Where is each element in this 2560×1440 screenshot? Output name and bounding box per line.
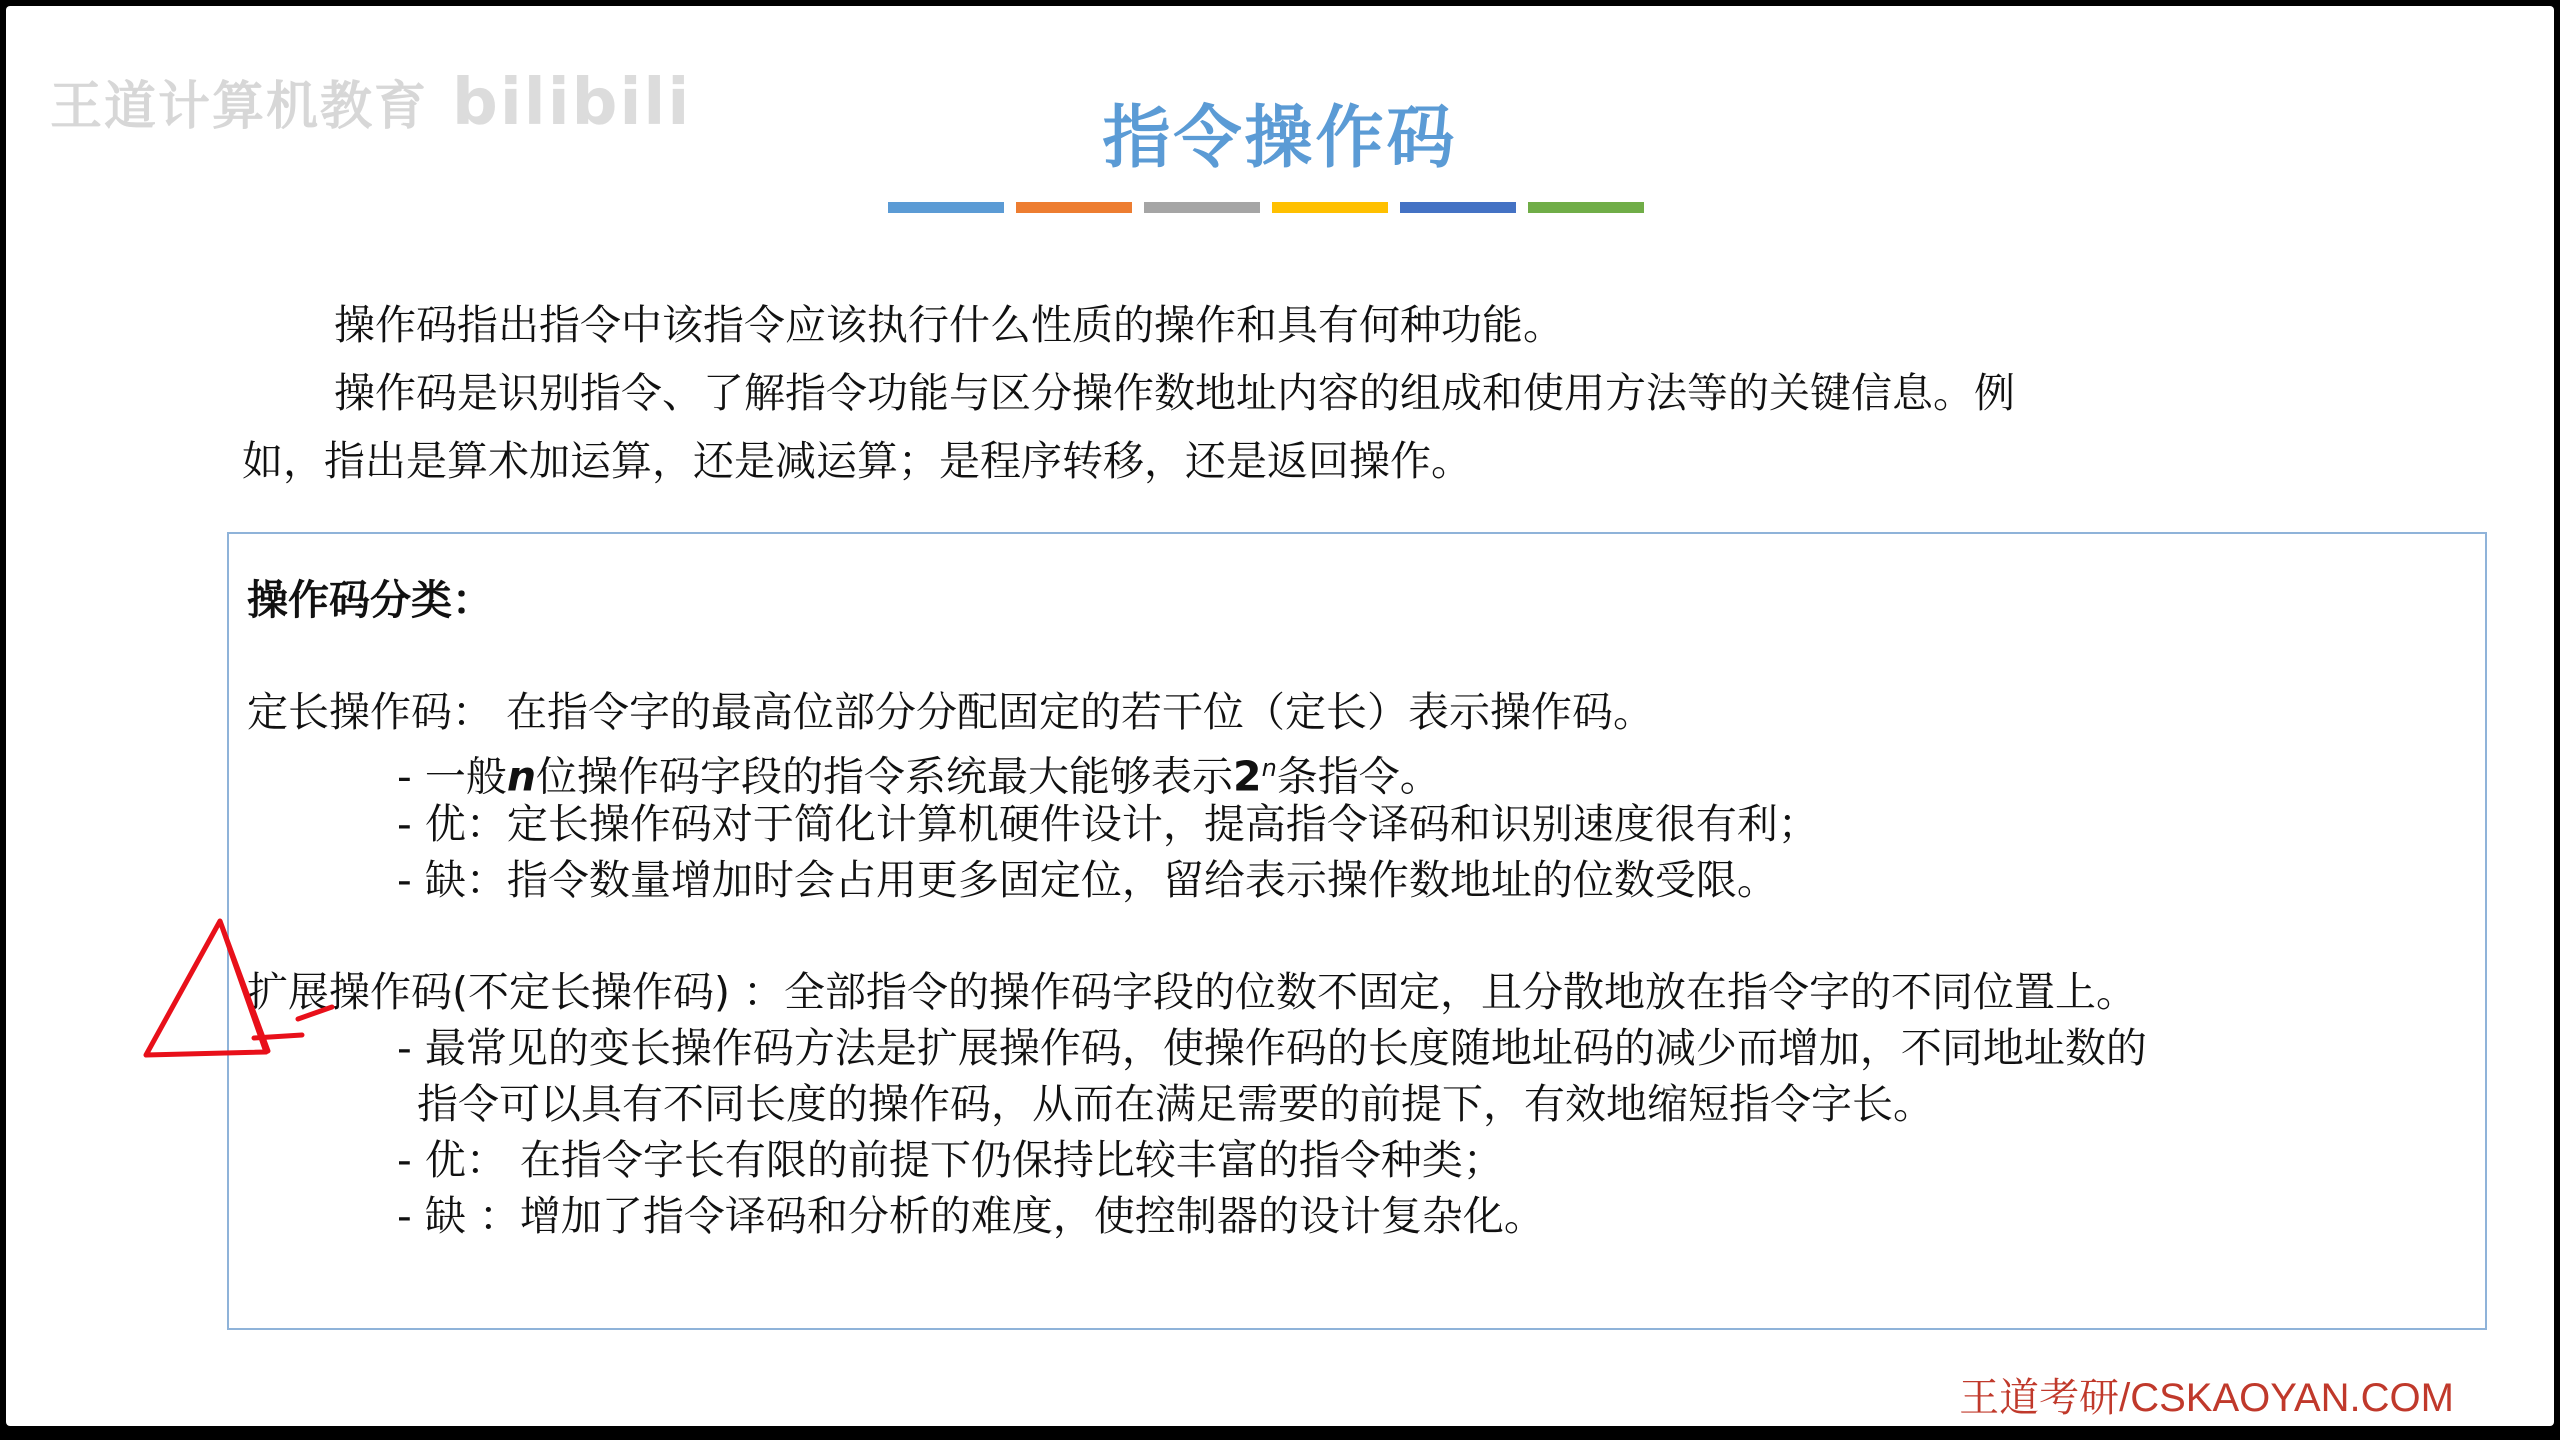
color-bar: [1400, 202, 1516, 213]
intro-paragraph-1: 操作码指出指令中该指令应该执行什么性质的操作和具有何种功能。: [334, 301, 1564, 349]
footer-brand: 王道考研/CSKAOYAN.COM: [1959, 1376, 2454, 1420]
box-heading: 操作码分类：: [247, 576, 493, 624]
intro-paragraph-2b: 如，指出是算术加运算，还是减运算；是程序转移，还是返回操作。: [242, 437, 1472, 485]
color-bar: [1528, 202, 1644, 213]
triangle-annotation-icon: [136, 911, 356, 1071]
intro-text: [242, 291, 2342, 495]
fixed-item1-n: n: [506, 752, 537, 801]
slide-title: 指令操作码: [1102, 99, 1458, 178]
fixed-item1-post: 条指令。: [1276, 752, 1441, 801]
extended-opcode-item-1a: - 最常见的变长操作码方法是扩展操作码，使操作码的长度随地址码的减少而增加，不同地址数的: [397, 1024, 2147, 1072]
color-bar: [1016, 202, 1132, 213]
color-bars: [888, 202, 1644, 213]
fixed-opcode-title: 定长操作码： 在指令字的最高位部分分配固定的若干位（定长）表示操作码。: [247, 688, 1655, 736]
color-bar: [888, 202, 1004, 213]
fixed-opcode-item-2: - 优：定长操作码对于简化计算机硬件设计，提高指令译码和识别速度很有利；: [397, 800, 1819, 848]
fixed-opcode-item-3: - 缺：指令数量增加时会占用更多固定位，留给表示操作数地址的位数受限。: [397, 856, 1778, 904]
fixed-opcode-item-1: [247, 740, 2477, 801]
bilibili-logo: bilibili: [452, 66, 692, 140]
slide: [6, 6, 2554, 1426]
fixed-item1-base: 2: [1233, 752, 1262, 801]
extended-opcode-title: 扩展操作码(不定长操作码) ：全部指令的操作码字段的位数不固定，且分散地放在指令字的不同位置上。: [247, 968, 2138, 1016]
fixed-item1-mid: 位操作码字段的指令系统最大能够表示: [536, 752, 1234, 801]
extended-opcode-item-1b: 指令可以具有不同长度的操作码，从而在满足需要的前提下，有效地缩短指令字长。: [417, 1080, 1934, 1128]
color-bar: [1272, 202, 1388, 213]
watermark-text: 王道计算机教育: [50, 77, 429, 137]
extended-opcode-item-3: - 缺 ：增加了指令译码和分析的难度，使控制器的设计复杂化。: [397, 1192, 1545, 1240]
fixed-item1-pre: - 一般: [397, 752, 507, 801]
color-bar: [1144, 202, 1260, 213]
fixed-item1-exp: n: [1261, 754, 1277, 782]
extended-opcode-item-2: - 优： 在指令字长有限的前提下仍保持比较丰富的指令种类；: [397, 1136, 1504, 1184]
intro-paragraph-2a: 操作码是识别指令、了解指令功能与区分操作数地址内容的组成和使用方法等的关键信息。例: [334, 369, 2015, 417]
classification-box: [227, 532, 2487, 1330]
